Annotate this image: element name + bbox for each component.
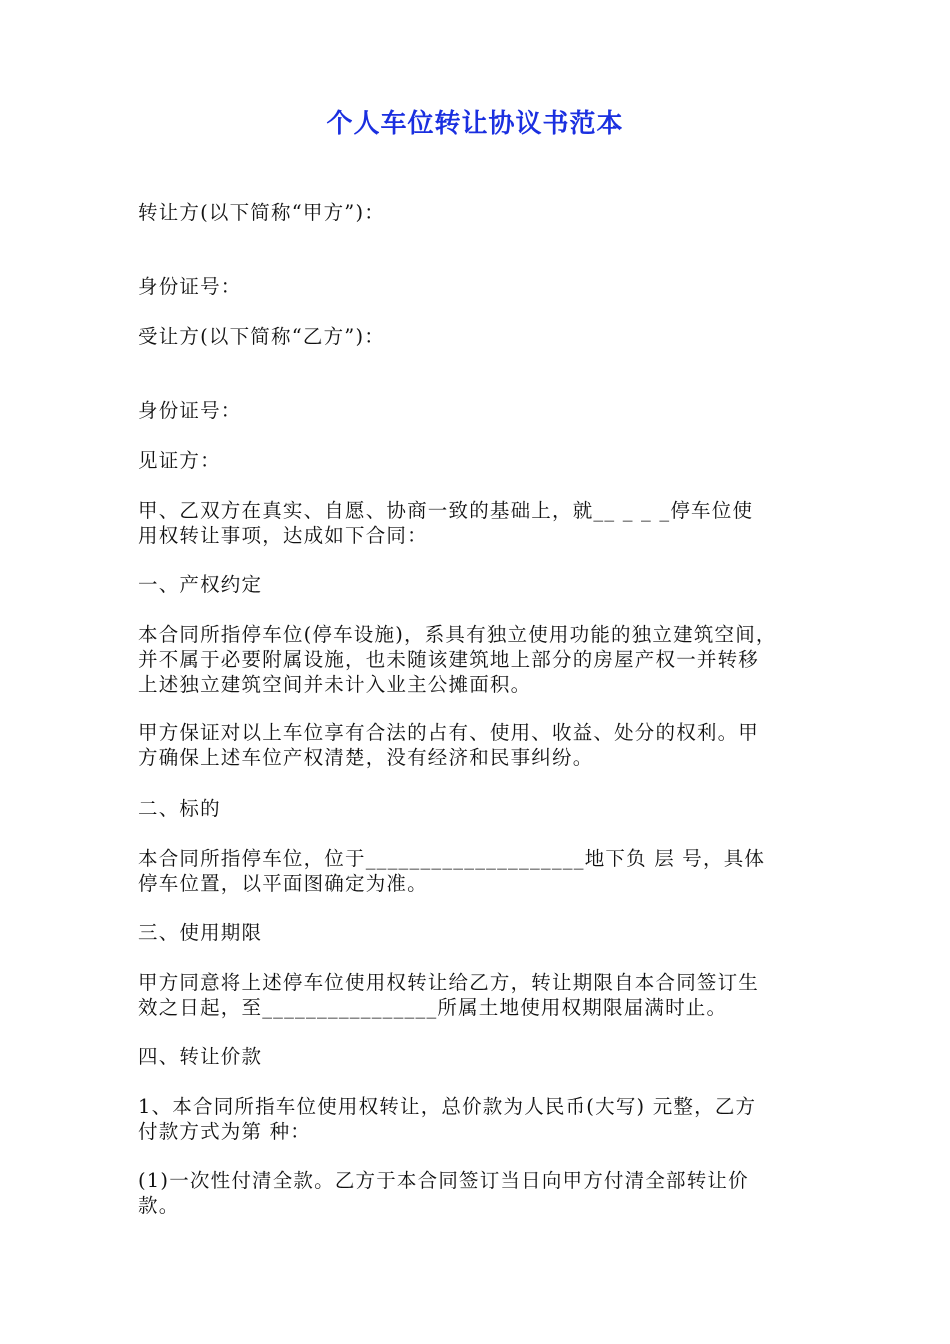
price-paragraph-2: (1)一次性付清全款。乙方于本合同签订当日向甲方付清全部转让价 款。: [138, 1169, 749, 1217]
property-paragraph-1: 本合同所指停车位(停车设施)，系具有独立使用功能的独立建筑空间， 并不属于必要附属设施，也未随该建筑地上部分的房屋产权一并转移 上述独立建筑空间并未计入业主公摊面积。: [138, 623, 777, 696]
intro-paragraph: 甲、乙双方在真实、自愿、协商一致的基础上，就__ _ _ _停车位使 用权转让事项，达成如下合同：: [138, 499, 754, 547]
price-paragraph-1: 1、本合同所指车位使用权转让，总价款为人民币(大写) 元整，乙方 付款方式为第 种：: [138, 1095, 757, 1143]
section-heading-term: 三、使用期限: [138, 921, 263, 944]
subject-paragraph: 本合同所指停车位，位于____________________地下负 层 号，具体 停车位置，以平面图确定为准。: [138, 847, 766, 895]
section-heading-price: 四、转让价款: [138, 1045, 263, 1068]
witness-line: 见证方：: [138, 449, 221, 472]
transferee-line: 受让方(以下简称“乙方”)：: [138, 325, 385, 348]
document-title: 个人车位转让协议书范本: [326, 109, 624, 139]
section-heading-subject: 二、标的: [138, 797, 221, 820]
transferor-line: 转让方(以下简称“甲方”)：: [138, 201, 385, 224]
property-paragraph-2: 甲方保证对以上车位享有合法的占有、使用、收益、处分的权利。甲 方确保上述车位产权清楚，没有经济和民事纠纷。: [138, 721, 760, 769]
transferor-id-line: 身份证号：: [138, 275, 242, 298]
term-paragraph: 甲方同意将上述停车位使用权转让给乙方，转让期限自本合同签订生 效之日起，至________________所属土地使用权期限届满时止。: [138, 971, 760, 1019]
section-heading-property: 一、产权约定: [138, 573, 263, 596]
transferee-id-line: 身份证号：: [138, 399, 242, 422]
